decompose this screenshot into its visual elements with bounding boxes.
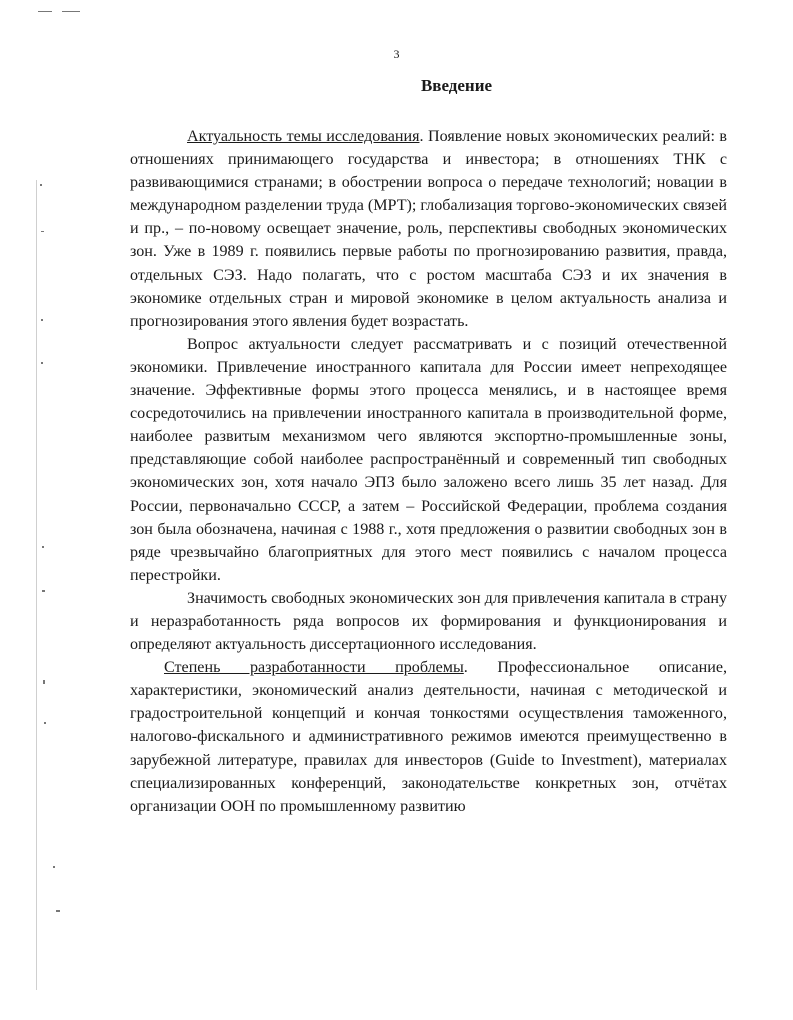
research-degree-text: . Профессиональное описание, характеристики, экономический анализ деятельности, начиная с методической и градостроительной концепций и кончая тонкостями осуществления таможенного, налогово-фискального и административного режимов имеются преимущественно в зарубежной литературе, правилах для инвесторов (Guide to Investment), материалах специализированных конференций, законодательстве конкретных зон, отчётах организации ООН по промышленному развитию [130, 659, 727, 815]
relevance-heading: Актуальность темы исследования [187, 128, 420, 145]
scan-mark-top-left-2 [62, 11, 80, 12]
scan-speck [42, 590, 45, 592]
scan-mark-top-left-1 [38, 11, 52, 12]
scan-speck [43, 680, 45, 684]
document-body [130, 125, 727, 818]
paragraph-research-degree [130, 656, 727, 818]
scan-speck [41, 362, 43, 364]
scan-speck [41, 231, 44, 232]
page-number: 3 [393, 47, 400, 61]
page-title: Введение [420, 76, 493, 95]
scan-speck [41, 319, 43, 321]
scan-speck [56, 910, 60, 912]
scan-speck [53, 866, 55, 868]
paragraph-relevance [130, 125, 727, 333]
paragraph-significance: Значимость свободных экономических зон для привлечения капитала в страну и неразработанность ряда вопросов их формирования и функционирования и определяют актуальность диссертационного исследования. [130, 589, 727, 654]
research-degree-heading: Степень разработанности проблемы [164, 659, 464, 677]
scan-margin-line [36, 180, 37, 990]
scan-speck [40, 184, 42, 186]
paragraph-domestic-economy: Вопрос актуальности следует рассматривать и с позиций отечественной экономики. Привлечение иностранного капитала для России имеет непреходящее значение. Эффективные формы этого процесса менялись, и в настоящее время сосредоточились на привлечении иностранного капитала в производительной форме, наиболее развитым механизмом чего являются экспортно-промышленные зоны, представляющие собой наиболее распространённый и современный тип свободных экономических зон, хотя начало ЭПЗ было заложено всего лишь 35 лет назад. Для России, первоначально СССР, а затем – Российской Федерации, проблема создания зон была обозначена, начиная с 1988 г., хотя предложения о развитии свободных зон в ряде чрезвычайно благоприятных для этого мест появились с началом процесса перестройки. [130, 335, 727, 584]
scan-speck [44, 722, 46, 724]
scan-speck [42, 546, 44, 548]
relevance-text: . Появление новых экономических реалий: в отношениях принимающего государства и инвестора; в отношениях ТНК с развивающимися странами; в обострении вопроса о передаче технологий; новации в международном разделении труда (МРТ); глобализация торгово-экономических связей и пр., – по-новому освещает значение, роль, перспективы свободных экономических зон. Уже в 1989 г. появились первые работы по прогнозированию развития, правда, отдельных СЭЗ. Надо полагать, что с ростом масштаба СЭЗ и их значения в экономике отдельных стран и мировой экономике в целом актуальность анализа и прогнозирования этого явления будет возрастать. [130, 128, 728, 330]
